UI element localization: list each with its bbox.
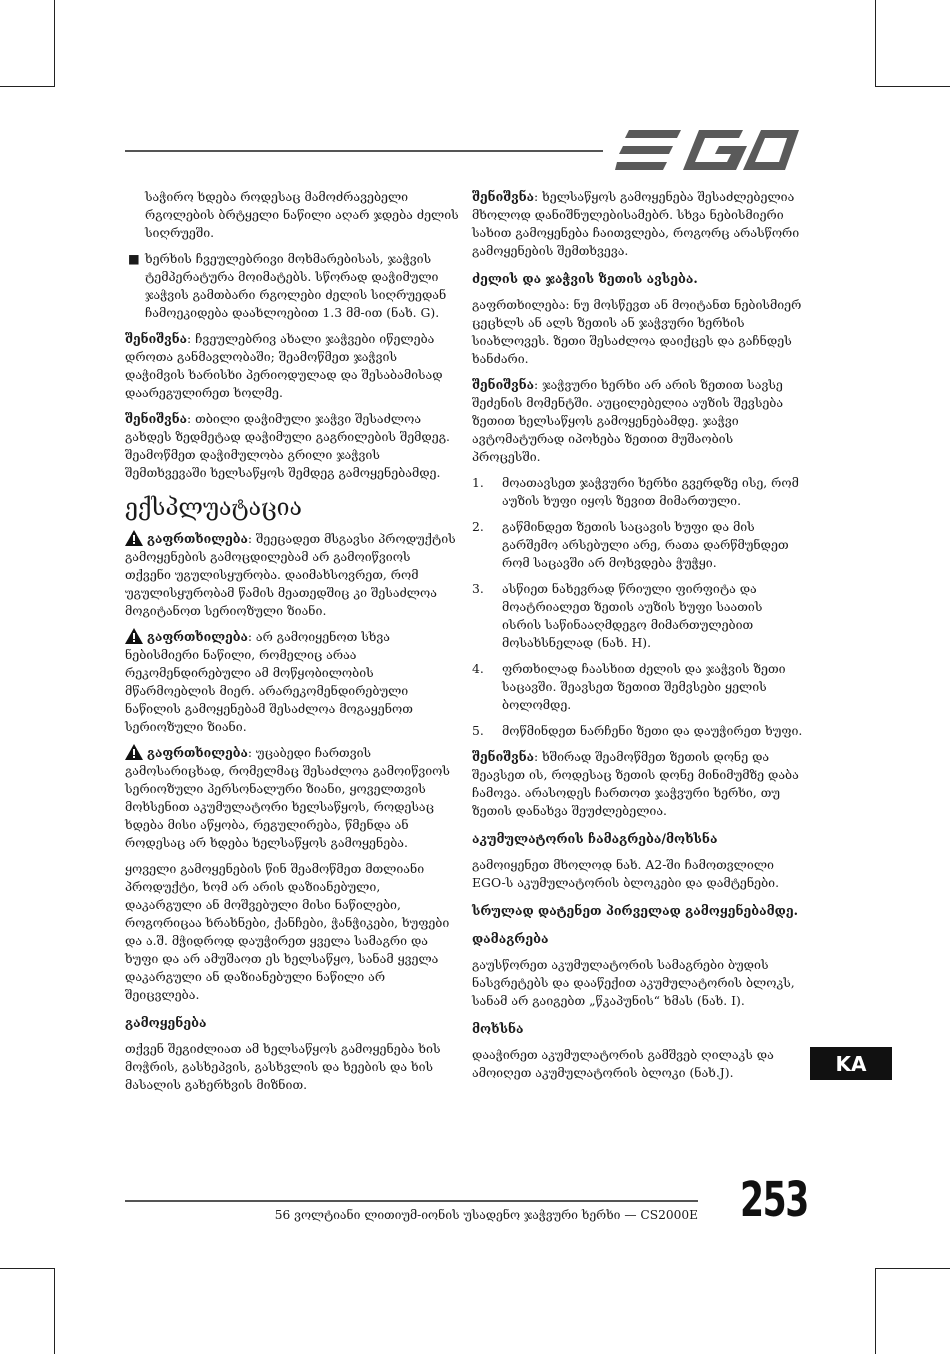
crop-mark: [54, 0, 55, 86]
step-number: 5.: [472, 723, 484, 738]
warning-label: გაფრთხილება: [147, 531, 248, 546]
page-number: 253: [740, 1172, 808, 1228]
subsection-heading: ძელის და ჯაჭვის ზეთის ავსება.: [472, 271, 698, 286]
note-label: შენიშვნა: [125, 411, 188, 426]
footer-rule: [125, 1200, 698, 1202]
step-text: მოწმინდეთ ნარჩენი ზეთი და დაუჭირეთ ხუფი.: [502, 723, 803, 738]
crop-mark: [875, 86, 950, 87]
crop-mark: [0, 1268, 55, 1269]
caution-paragraph: გაფრთხილება: ნუ მოსწევთ ან მოიტანთ ნებისმიერ ცეცხლს ან ალს ზეთის ან ჯაჭვური ხერხის სიახლოვეს. ზეთი შესაძლოა დაიქცეს და გაჩნდეს ხანძარი.: [472, 297, 802, 366]
step-text: ფრთხილად ჩაასხით ძელის და ჯაჭვის ზეთი საცავში. შეავსეთ ზეთით შემვსები ყელის ბოლომდე.: [502, 661, 786, 712]
crop-mark: [875, 0, 876, 86]
note-text: : თბილი დაჭიმული ჯაჭვი შესაძლოა გახდეს ზედმეტად დაჭიმული გაგრილების შემდეგ. შეამოწმეთ დაჭიმულობა გრილი ჯაჭვის შემთხვევაში ხელსაწყოს შემდეგ გამოყენებამდე.: [125, 411, 450, 480]
warning-paragraph: [125, 744, 460, 852]
language-tab: KA: [810, 1047, 892, 1080]
crop-mark: [875, 1268, 876, 1354]
warning-paragraph: [125, 628, 460, 736]
note-paragraph: [125, 330, 460, 402]
continued-paragraph: საჭირო ხდება როდესაც მამოძრავებელი რგოლების ბრტყელი ნაწილი აღარ ჯდება ძელის სიღრუეში.: [145, 189, 459, 240]
note-label: შენიშვნა: [125, 331, 188, 346]
warning-text: : არ გამოიყენოთ სხვა ნებისმიერი ნაწილი, რომელიც არაა რეკომენდირებული ამ მოწყობილობის მწარმოებლის მიერ. არარეკომენდირებული ნაწილის გამოყენებამ შესაძლოა მოგაყენოთ სერიოზული ზიანი.: [125, 629, 413, 734]
step-number: 2.: [472, 519, 484, 534]
warning-icon: [125, 744, 143, 760]
inspection-paragraph: ყოველი გამოყენების წინ შეამოწმეთ მთლიანი პროდუქტი, ხომ არ არის დაზიანებული, დაკარგული ან მოშვებული მისი ნაწილები, როგორიცაა ხრახნები, ქანჩები, ჭანჭიკები, ხუფები და ა.შ. მჭიდროდ დაუჭირეთ ყველა სამაგრი და ხუფი და არ ამუშაოთ ეს ხელსაწყო, სანამ ყველა დაკარგული ან დაზიანებული ნაწილი არ შეიცვლება.: [125, 861, 450, 1002]
note-paragraph: [472, 376, 805, 466]
warning-text: : შეეცადეთ მსგავსი პროდუქტის გამოყენების გამოცდილებამ არ გამოიწვიოს თქვენი უგულისყურობა. დაიმახსოვრეთ, რომ უგულისყურობამ წამის მეათედშიც კი შესაძლოა მოგიტანოთ სერიოზული ზიანი.: [125, 531, 456, 618]
note-label: შენიშვნა: [472, 377, 535, 392]
section-heading: ექსპლუატაცია: [125, 495, 302, 521]
subsection-heading: აკუმულატორის ჩამაგრება/მოხსნა: [472, 831, 718, 846]
step-item: [472, 660, 805, 714]
crop-mark: [54, 1268, 55, 1354]
step-item: [472, 518, 805, 572]
subsection-heading: მოხსნა: [472, 1021, 524, 1036]
step-number: 4.: [472, 661, 484, 676]
note-text: : ხელსაწყოს გამოყენება შესაძლებელია მხოლოდ დანიშნულებისამებრ. სხვა ნებისმიერი სახით გამოყენება ჩაითვლება, როგორც არასწორი გამოყენების შემთხვევა.: [472, 189, 800, 258]
warning-icon: [125, 628, 143, 644]
note-text: : ხშირად შეამოწმეთ ზეთის დონე და შეავსეთ ის, როდესაც ზეთის დონე მინიმუმზე დაბა ჩამოვა. არასოდეს ჩართოთ ჯაჭვური ხერხი, თუ ზეთის დანახვა შეუძლებელია.: [472, 749, 799, 818]
subsection-heading: გამოყენება: [125, 1015, 207, 1030]
attach-paragraph: გაუსწორეთ აკუმულატორის სამაგრები ბუდის ნასვრეტებს და დააწექით აკუმულატორის ბლოკს, სანამ არ გაიგებთ „წკაპუნის“ ხმას (ნახ. I).: [472, 957, 795, 1008]
warning-text: : უცაბედი ჩართვის გამოსარიცხად, რომელმაც შესაძლოა გამოიწვიოს სერიოზული პერსონალური ზიანი, ყოველთვის მოხსენით აკუმულატორი ხელსაწყოს, როდესაც ხდება მისი აწყობა, რეგულირება, წმენდა ან როდესაც არ ხდება ხელსაწყოს გამოყენება.: [125, 745, 450, 850]
right-column: [472, 188, 805, 1090]
usage-paragraph: თქვენ შეგიძლიათ ამ ხელსაწყოს გამოყენება ხის მოჭრის, გასხეპვის, გასხვლის და ხეების და ხის მასალის გახერხვის მიზნით.: [125, 1041, 441, 1092]
note-label: შენიშვნა: [472, 749, 535, 764]
subsection-heading: დამაგრება: [472, 931, 549, 946]
note-text: : ჩვეულებრივ ახალი ჯაჭვები იწელება დროთა განმავლობაში; შეამოწმეთ ჯაჭვის დაჭიმვის ხარისხი პერიოდულად და შესაბამისად დაარეგულირეთ ხოლმე.: [125, 331, 443, 400]
warning-label: გაფრთხილება: [147, 629, 248, 644]
warning-paragraph: [125, 530, 460, 620]
warning-icon: [125, 530, 143, 546]
note-paragraph: [472, 748, 805, 820]
crop-mark: [875, 1268, 950, 1269]
note-paragraph: [472, 188, 805, 260]
header-rule: [125, 150, 603, 152]
remove-paragraph: დააჭირეთ აკუმულატორის გამშვებ ღილაკს და ამოიღეთ აკუმულატორის ბლოკი (ნახ.J).: [472, 1047, 774, 1080]
list-item: [125, 250, 460, 322]
step-item: [472, 722, 805, 740]
left-column: [125, 188, 460, 1102]
step-text: მოათავსეთ ჯაჭვური ხერხი გვერდზე ისე, რომ აუზის ხუფი იყოს ზევით მიმართული.: [502, 475, 799, 508]
step-item: [472, 474, 805, 510]
bullet-text: ხერხის ჩვეულებრივი მოხმარებისას, ჯაჭვის ტემპერატურა მოიმატებს. სწორად დაჭიმული ჯაჭვის გამთბარი რგოლები ძელის სიღრუედან ჩამოეკიდება დაახლოებით 1.3 მმ-ით (ნახ. G).: [145, 251, 447, 320]
bullet-icon: ■: [128, 251, 140, 266]
subsection-heading: სრულად დატენეთ პირველად გამოყენებამდე.: [472, 903, 798, 918]
footer-text: 56 ვოლტიანი ლითიუმ-იონის უსადენო ჯაჭვური ხერხი — CS2000E: [274, 1208, 698, 1222]
step-number: 1.: [472, 475, 484, 490]
step-text: ასწიეთ ნახევრად წრიული ფირფიტა და მოატრიალეთ ზეთის აუზის ხუფი საათის ისრის საწინააღმდეგო მიმართულებით მოსახსნელად (ნახ. H).: [502, 581, 763, 650]
step-item: [472, 580, 805, 652]
note-label: შენიშვნა: [472, 189, 535, 204]
step-number: 3.: [472, 581, 484, 596]
warning-label: გაფრთხილება: [147, 745, 248, 760]
step-text: გაწმინდეთ ზეთის საცავის ხუფი და მის გარშემო არსებული არე, რათა დარწმუნდეთ რომ საცავში არ მოხვდება ჭუჭყი.: [502, 519, 789, 570]
battery-paragraph: გამოიყენეთ მხოლოდ ნახ. A2-ში ჩამოთვლილი EGO-ს აკუმულატორის ბლოკები და დამტენები.: [472, 857, 780, 890]
note-paragraph: [125, 410, 460, 482]
crop-mark: [0, 86, 55, 87]
ego-logo: [615, 128, 799, 172]
note-text: : ჯაჭვური ხერხი არ არის ზეთით სავსე შეძენის მომენტში. აუცილებელია აუზის შევსება ზეთით ხელსაწყოს გამოყენებამდე. ჯაჭვი ავტომატურად იპოხება ზეთით მუშაობის პროცესში.: [472, 377, 784, 464]
